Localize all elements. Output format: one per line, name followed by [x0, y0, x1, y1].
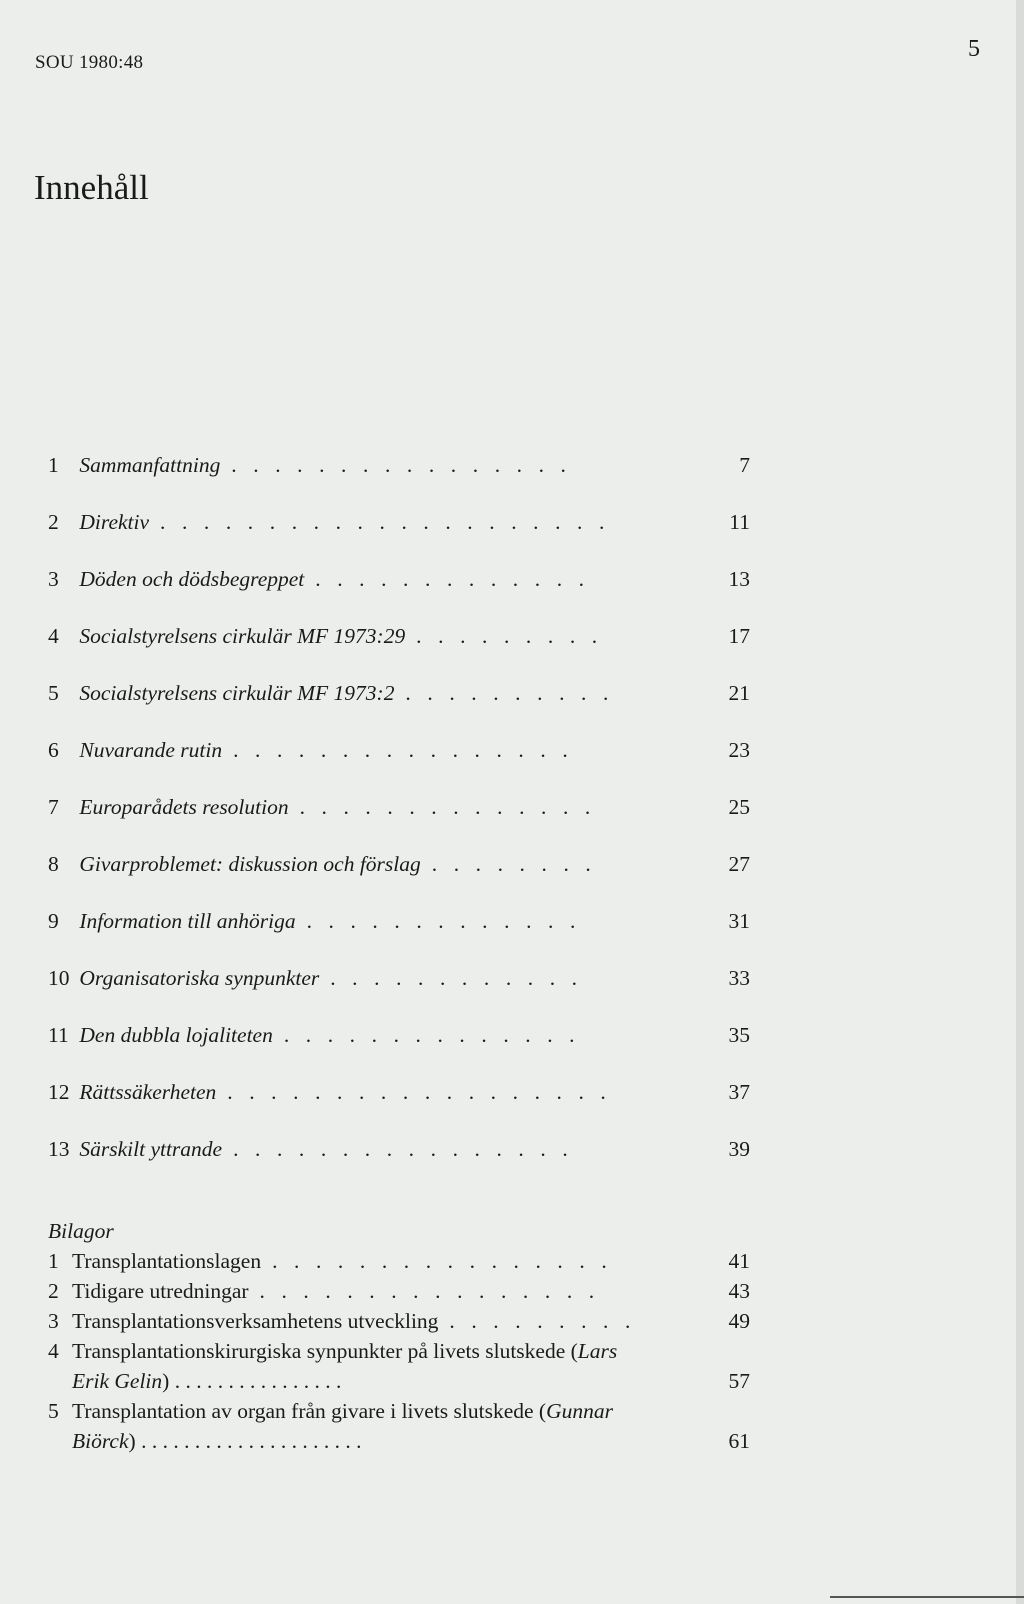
toc-label: Nuvarande rutin [79, 738, 223, 762]
toc-label: Socialstyrelsens cirkulär MF 1973:2 [79, 681, 395, 705]
toc-page: 37 [728, 1080, 750, 1104]
toc-page: 11 [729, 510, 750, 534]
toc-page: 39 [728, 1137, 750, 1161]
appendix-entry[interactable] [48, 1276, 750, 1306]
toc-page: 25 [728, 795, 750, 819]
toc-label: Information till anhöriga [79, 909, 296, 933]
leader-dots: . . . . . . . . [420, 852, 597, 876]
toc-number: 12 [48, 1080, 70, 1104]
toc-page: 23 [728, 738, 750, 762]
toc-page: 31 [728, 909, 750, 933]
appendix-number: 2 [48, 1279, 59, 1303]
leader-dots: . . . . . . . . . . [394, 681, 614, 705]
appendices-section [48, 1216, 750, 1456]
toc-label: Rättssäkerheten [79, 1080, 217, 1104]
appendix-author: Gunnar [546, 1399, 613, 1423]
leader-dots: . . . . . . . . . . . . [319, 966, 583, 990]
leader-dots: . . . . . . . . . . . . . . . . [222, 738, 574, 762]
bottom-rule [830, 1596, 1024, 1598]
toc-entry[interactable] [48, 616, 750, 673]
toc-entry[interactable] [48, 844, 750, 901]
leader-dots: . . . . . . . . . . . . . . [288, 795, 596, 819]
closing-paren: ) [162, 1369, 170, 1393]
toc-number: 8 [48, 852, 59, 876]
appendix-page: 49 [728, 1309, 750, 1333]
appendix-number: 3 [48, 1309, 59, 1333]
appendix-page: 57 [728, 1369, 750, 1393]
toc-number: 13 [48, 1137, 70, 1161]
toc-number: 10 [48, 966, 70, 990]
leader-dots: . . . . . . . . . . . . . . . . [169, 1369, 342, 1393]
toc-page: 33 [728, 966, 750, 990]
appendix-title: Transplantationslagen [72, 1249, 262, 1273]
leader-dots: . . . . . . . . . . . . . . . . [222, 1137, 574, 1161]
toc-number: 4 [48, 624, 59, 648]
table-of-contents [48, 445, 750, 1186]
toc-number: 9 [48, 909, 59, 933]
toc-page: 27 [728, 852, 750, 876]
toc-number: 2 [48, 510, 59, 534]
leader-dots: . . . . . . . . . . . . . [304, 567, 590, 591]
closing-paren: ) [128, 1429, 136, 1453]
toc-number: 3 [48, 567, 59, 591]
leader-dots: . . . . . . . . . . . . . [295, 909, 581, 933]
leader-dots: . . . . . . . . . . . . . . . . . . . . . [149, 510, 610, 534]
appendix-author-cont: Biörck [72, 1429, 129, 1453]
toc-label: Sammanfattning [79, 453, 221, 477]
leader-dots: . . . . . . . . . . . . . . . . . . [216, 1080, 612, 1104]
appendix-entry[interactable] [48, 1336, 716, 1366]
appendix-title: Transplantationsverksamhetens utveckling [72, 1309, 439, 1333]
page-title: Innehåll [34, 168, 149, 207]
series-identifier: SOU 1980:48 [35, 52, 144, 73]
leader-dots: . . . . . . . . . [405, 624, 603, 648]
toc-number: 5 [48, 681, 59, 705]
toc-entry[interactable] [48, 673, 750, 730]
toc-label: Europarådets resolution [79, 795, 289, 819]
appendix-entry[interactable] [48, 1396, 716, 1426]
leader-dots: . . . . . . . . . [438, 1309, 636, 1333]
toc-page: 7 [739, 453, 750, 477]
toc-entry[interactable] [48, 730, 750, 787]
toc-page: 17 [728, 624, 750, 648]
toc-page: 13 [728, 567, 750, 591]
appendix-number: 1 [48, 1249, 59, 1273]
toc-page: 35 [728, 1023, 750, 1047]
toc-label: Socialstyrelsens cirkulär MF 1973:29 [79, 624, 406, 648]
appendix-author: Lars [577, 1339, 618, 1363]
appendix-entry[interactable] [48, 1306, 750, 1336]
toc-entry[interactable] [48, 502, 750, 559]
toc-label: Den dubbla lojaliteten [79, 1023, 273, 1047]
toc-entry[interactable] [48, 1072, 750, 1129]
toc-label: Organisatoriska synpunkter [79, 966, 320, 990]
toc-number: 6 [48, 738, 59, 762]
appendix-entry[interactable] [48, 1246, 750, 1276]
page-number: 5 [968, 36, 980, 62]
toc-label: Givarproblemet: diskussion och förslag [79, 852, 421, 876]
appendix-number: 5 [48, 1399, 59, 1423]
appendix-page: 43 [728, 1279, 750, 1303]
toc-label: Särskilt yttrande [79, 1137, 223, 1161]
appendix-page: 41 [728, 1249, 750, 1273]
toc-entry[interactable] [48, 445, 750, 502]
leader-dots: . . . . . . . . . . . . . . . . . . . . . [135, 1429, 362, 1453]
toc-entry[interactable] [48, 958, 750, 1015]
appendix-title: Transplantation av organ från givare i livets slutskede ( [72, 1399, 547, 1423]
appendix-entry-continuation [48, 1366, 750, 1396]
toc-label: Direktiv [79, 510, 150, 534]
leader-dots: . . . . . . . . . . . . . . [272, 1023, 581, 1047]
toc-entry[interactable] [48, 1015, 750, 1072]
leader-dots: . . . . . . . . . . . . . . . . [220, 453, 572, 477]
appendix-title: Tidigare utredningar [72, 1279, 249, 1303]
toc-label: Döden och dödsbegreppet [79, 567, 305, 591]
toc-number: 7 [48, 795, 59, 819]
appendix-entry-continuation [48, 1426, 750, 1456]
page-edge-shadow [1016, 0, 1024, 1604]
appendix-page: 61 [728, 1429, 750, 1453]
toc-number: 11 [48, 1023, 69, 1047]
toc-entry[interactable] [48, 559, 750, 616]
appendices-heading: Bilagor [48, 1219, 114, 1243]
appendix-title: Transplantationskirurgiska synpunkter på livets slutskede ( [72, 1339, 578, 1363]
leader-dots: . . . . . . . . . . . . . . . . [261, 1249, 613, 1273]
toc-entry[interactable] [48, 1129, 750, 1186]
toc-entry[interactable] [48, 901, 750, 958]
toc-number: 1 [48, 453, 59, 477]
appendix-author-cont: Erik Gelin [72, 1369, 163, 1393]
toc-entry[interactable] [48, 787, 750, 844]
leader-dots: . . . . . . . . . . . . . . . . [248, 1279, 600, 1303]
toc-page: 21 [728, 681, 750, 705]
appendix-number: 4 [48, 1339, 59, 1363]
